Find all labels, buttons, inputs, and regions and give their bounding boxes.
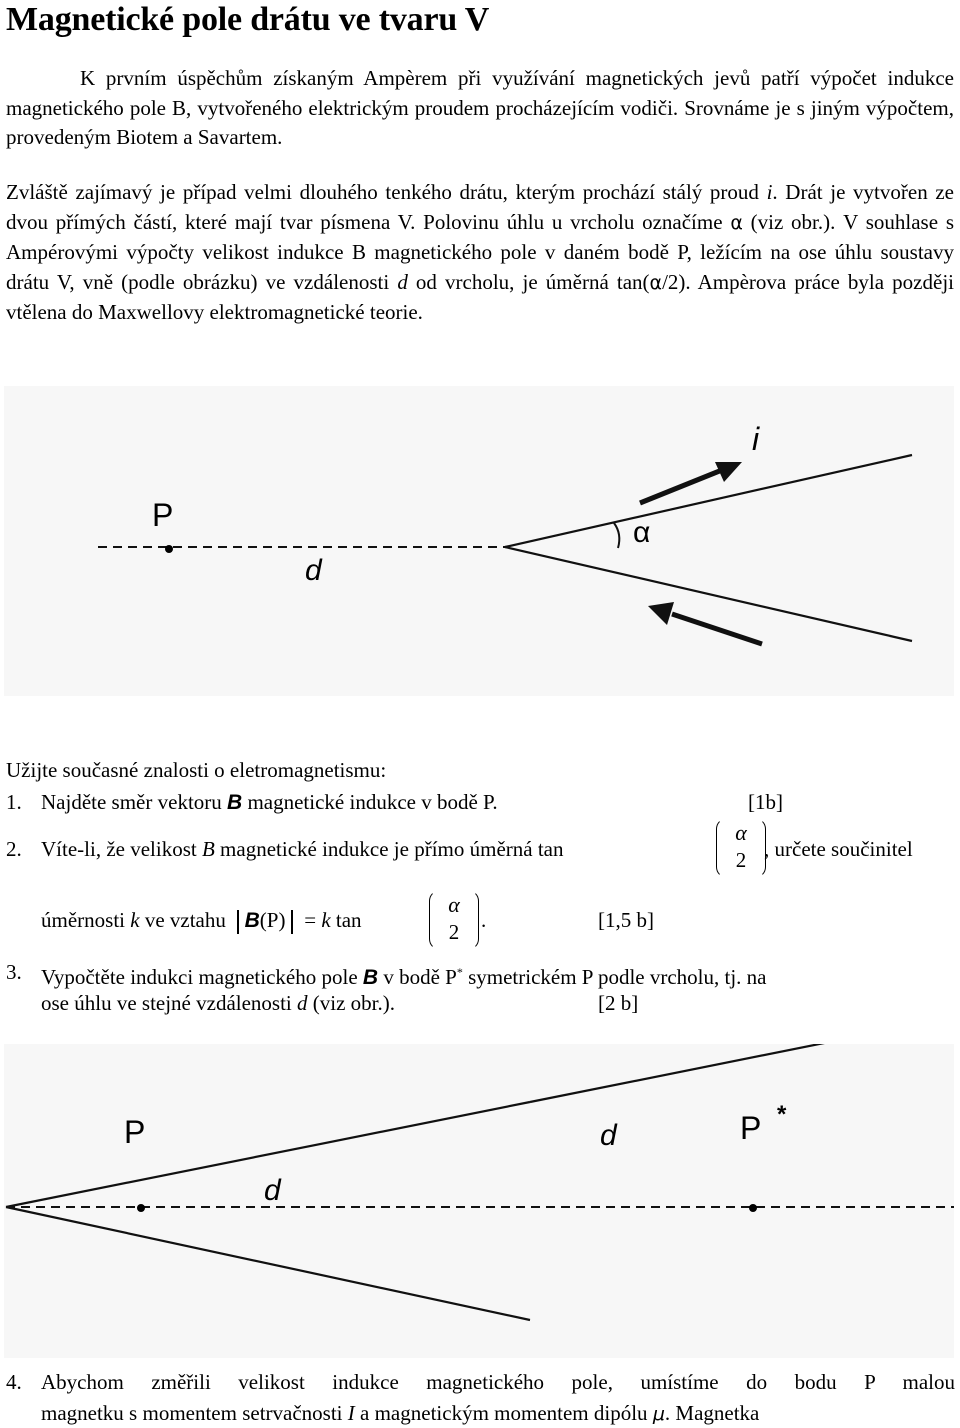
task-2-fraction: α 2 bbox=[724, 818, 758, 878]
description-paragraph: Zvláště zajímavý je případ velmi dlouhého tenkého drátu, kterým prochází stálý proud i. Drát je vytvořen ze dvou přímých částí, které mají tvar písmena V. Polovinu úhlu u vrcholu označíme α (viz obr.). V souhlase s Ampérovými výpočty velikost indukce B magnetického pole v daném bodě P, ležícím na ose úhlu soustavy drátu V, vně (podle obrázku) ve vzdálenosti d od vrcholu, je úměrná tan(α/2). Ampèrova práce byla později vtělena do Maxwellovy elektromagnetické teorie. bbox=[6, 180, 954, 324]
label-i: i bbox=[752, 421, 760, 457]
tasks-intro: Užijte současné znalosti o eletromagnetismu: bbox=[6, 758, 387, 782]
task-3-line-2: ose úhlu ve stejné vzdálenosti d (viz obr.). bbox=[41, 991, 396, 1015]
label-alpha: α bbox=[633, 516, 651, 549]
task-2-fraction-2: α 2 bbox=[437, 890, 471, 950]
intro-paragraph: K prvním úspěchům získaným Ampèrem při využívání magnetických jevů patří výpočet indukce magnetického pole B, vytvořeného elektrickým proudem procházejícím vodiči. Srovnáme je s jiným výpočtem, provedeným Biotem a Savartem. bbox=[6, 66, 954, 149]
task-3-line-1: Vypočtěte indukci magnetického pole B v bodě P* symetrickém P podle vrcholu, tj. na bbox=[41, 965, 767, 989]
point-p-star bbox=[749, 1204, 757, 1212]
label-d: d bbox=[305, 554, 322, 587]
task-3-points: [2 b] bbox=[598, 991, 639, 1015]
task-4-line-1: Abychom změřili velikost indukce magnetického pole, umístíme do bodu P malou bbox=[41, 1370, 955, 1394]
figure-background bbox=[4, 386, 954, 696]
point-p bbox=[165, 545, 173, 553]
label-p-star: P bbox=[740, 1110, 762, 1146]
label-p: P bbox=[152, 497, 174, 533]
page-title: Magnetické pole drátu ve tvaru V bbox=[6, 1, 490, 38]
current-symbol: i bbox=[766, 180, 773, 204]
label-star: * bbox=[777, 1101, 787, 1128]
task-3-number: 3. bbox=[6, 960, 22, 984]
label-d-left: d bbox=[264, 1174, 281, 1207]
label-p-2: P bbox=[124, 1114, 146, 1150]
label-d-right: d bbox=[600, 1119, 617, 1152]
task-2-period: . bbox=[481, 908, 487, 932]
figure-symmetric-point bbox=[0, 1044, 960, 1360]
task-2-number: 2. bbox=[6, 837, 22, 861]
task-1-points: [1b] bbox=[748, 790, 783, 814]
task-1-number: 1. bbox=[6, 790, 22, 814]
task-4-number: 4. bbox=[6, 1370, 22, 1394]
task-2-formula-line: úměrnosti k ve vztahu B(P) = k tan bbox=[41, 906, 362, 935]
task-2-points: [1,5 b] bbox=[598, 908, 654, 932]
figure-background-2 bbox=[4, 1044, 954, 1358]
figure-v-wire bbox=[0, 386, 960, 698]
distance-symbol: d bbox=[397, 269, 408, 294]
task-1-text: Najděte směr vektoru B magnetické indukce v bodě P. bbox=[41, 790, 498, 814]
task-2-text-end: , určete součinitel bbox=[764, 837, 913, 861]
point-p-2 bbox=[137, 1204, 145, 1212]
task-4-line-2: magnetku s momentem setrvačnosti I a magnetickým momentem dipólu μ. Magnetka bbox=[41, 1401, 760, 1425]
task-2-text: Víte-li, že velikost B magnetické indukce je přímo úměrná tan bbox=[41, 837, 564, 861]
alpha-symbol: α bbox=[730, 211, 743, 234]
